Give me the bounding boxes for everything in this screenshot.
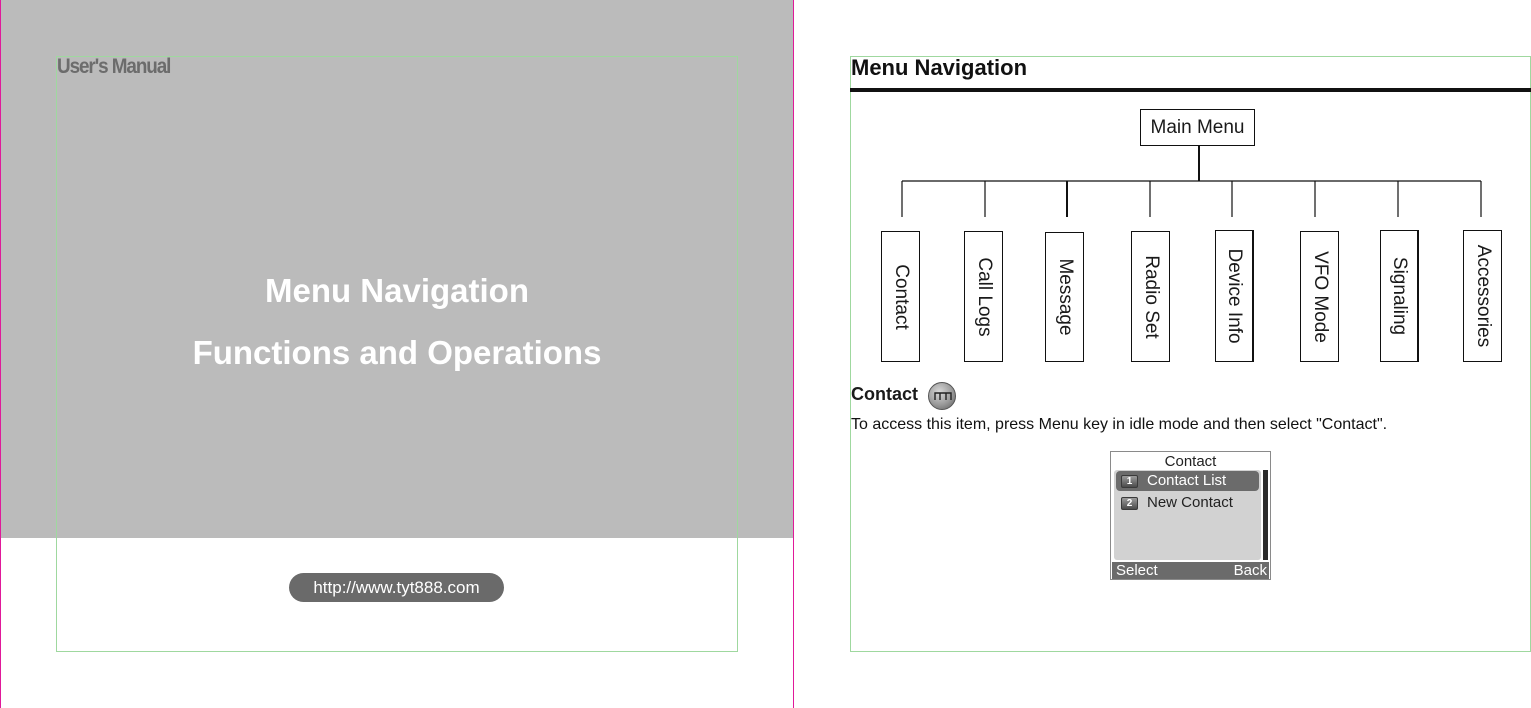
contact-heading: Contact <box>851 384 918 404</box>
node-label: Message <box>1054 258 1076 336</box>
cover-title-line2: Functions and Operations <box>192 334 602 371</box>
section-title: Menu Navigation <box>851 55 1028 80</box>
node-label: Contact <box>890 263 912 330</box>
softkey-back[interactable]: Back <box>1233 562 1267 579</box>
node-label: VFO Mode <box>1309 250 1331 343</box>
screen-item-label: New Contact <box>1147 494 1233 511</box>
contact-description: To access this item, press Menu key in idle mode and then select "Contact". <box>851 416 1388 433</box>
cover-title-line1: Menu Navigation <box>264 272 530 309</box>
manual-header-label: User's Manual <box>57 55 171 78</box>
node-label: Device Info <box>1224 248 1245 344</box>
screen-item-label: Contact List <box>1147 472 1227 489</box>
number-badge-icon: 2 <box>1121 497 1138 510</box>
node-call-logs <box>964 231 1003 362</box>
node-radio-set <box>1131 231 1170 362</box>
node-accessories <box>1463 230 1502 362</box>
main-menu-node: Main Menu <box>1140 109 1255 146</box>
phone-screen-mockup <box>1110 451 1271 580</box>
menu-key-icon <box>928 382 956 410</box>
screen-menu-list <box>1114 470 1261 560</box>
node-vfo-mode <box>1300 231 1339 362</box>
node-contact <box>881 231 920 362</box>
number-badge-icon: 1 <box>1121 475 1138 488</box>
screen-item-new-contact[interactable] <box>1116 493 1259 513</box>
node-label: Radio Set <box>1140 254 1162 339</box>
node-message <box>1045 232 1084 362</box>
node-label: Call Logs <box>973 256 995 337</box>
screen-scrollbar <box>1263 470 1268 560</box>
softkey-select[interactable]: Select <box>1116 562 1158 579</box>
node-label: Signaling <box>1389 256 1410 336</box>
node-device-info <box>1215 230 1254 362</box>
website-url-link[interactable]: http://www.tyt888.com <box>289 573 504 602</box>
node-signaling <box>1380 230 1419 362</box>
screen-softkey-bar <box>1112 562 1269 579</box>
node-label: Accessories <box>1472 244 1494 348</box>
screen-item-contact-list[interactable] <box>1116 471 1259 491</box>
screen-title: Contact <box>1164 453 1217 470</box>
